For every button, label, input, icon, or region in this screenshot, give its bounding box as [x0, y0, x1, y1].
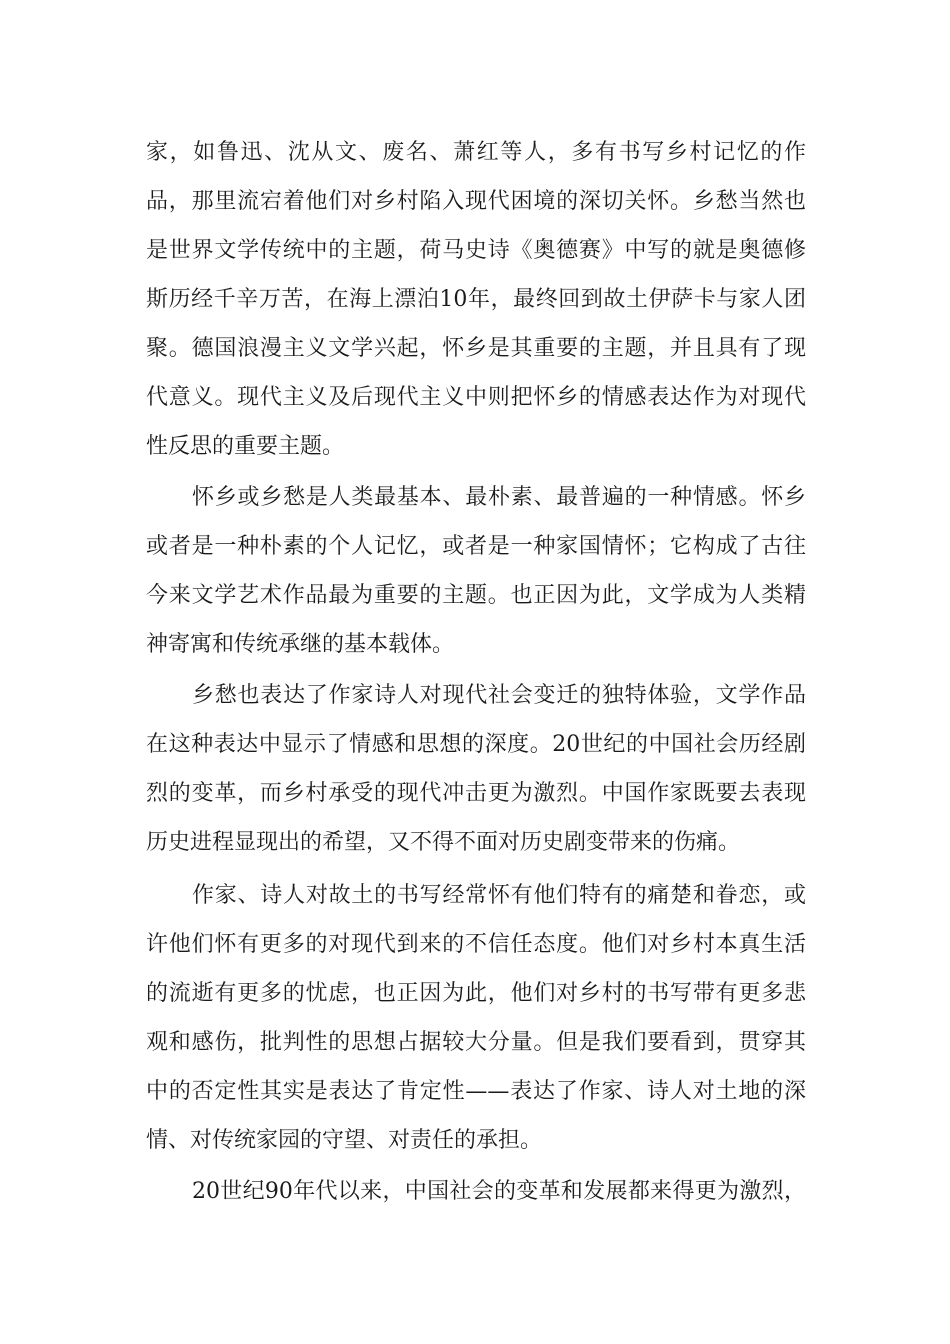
- text-line: 家，如鲁迅、沈从文、废名、萧红等人，多有书写乡村记忆的作: [146, 140, 806, 165]
- text-line: 聚。德国浪漫主义文学兴起，怀乡是其重要的主题，并且具有了现: [146, 336, 806, 361]
- text-line: 许他们怀有更多的对现代到来的不信任态度。他们对乡村本真生活: [146, 932, 806, 957]
- text-line: 是世界文学传统中的主题，荷马史诗《奥德赛》中写的就是奥德修: [146, 238, 806, 263]
- text-line: 作家、诗人对故土的书写经常怀有他们特有的痛楚和眷恋，或: [192, 883, 806, 908]
- text-line: 或者是一种朴素的个人记忆，或者是一种家国情怀；它构成了古往: [146, 534, 806, 559]
- text-line: 的流逝有更多的忧虑，也正因为此，他们对乡村的书写带有更多悲: [146, 981, 806, 1006]
- text-line: 乡愁也表达了作家诗人对现代社会变迁的独特体验，文学作品: [192, 683, 806, 708]
- text-line: 在这种表达中显示了情感和思想的深度。20世纪的中国社会历经剧: [146, 732, 806, 757]
- text-line: 品，那里流宕着他们对乡村陷入现代困境的深切关怀。乡愁当然也: [146, 189, 806, 214]
- text-line: 性反思的重要主题。: [146, 434, 345, 459]
- text-line: 斯历经千辛万苦，在海上漂泊10年，最终回到故土伊萨卡与家人团: [146, 287, 806, 312]
- text-line: 烈的变革，而乡村承受的现代冲击更为激烈。中国作家既要去表现: [146, 781, 806, 806]
- text-line: 中的否定性其实是表达了肯定性——表达了作家、诗人对土地的深: [146, 1079, 806, 1104]
- text-line: 情、对传统家园的守望、对责任的承担。: [146, 1128, 543, 1153]
- text-line: 历史进程显现出的希望，又不得不面对历史剧变带来的伤痛。: [146, 830, 741, 855]
- text-line: 20世纪90年代以来，中国社会的变革和发展都来得更为激烈，: [192, 1179, 806, 1204]
- text-line: 神寄寓和传统承继的基本载体。: [146, 632, 455, 657]
- text-line: 代意义。现代主义及后现代主义中则把怀乡的情感表达作为对现代: [146, 385, 806, 410]
- text-line: 观和感伤，批判性的思想占据较大分量。但是我们要看到，贯穿其: [146, 1030, 806, 1055]
- text-line: 今来文学艺术作品最为重要的主题。也正因为此，文学成为人类精: [146, 583, 806, 608]
- text-line: 怀乡或乡愁是人类最基本、最朴素、最普遍的一种情感。怀乡: [192, 485, 806, 510]
